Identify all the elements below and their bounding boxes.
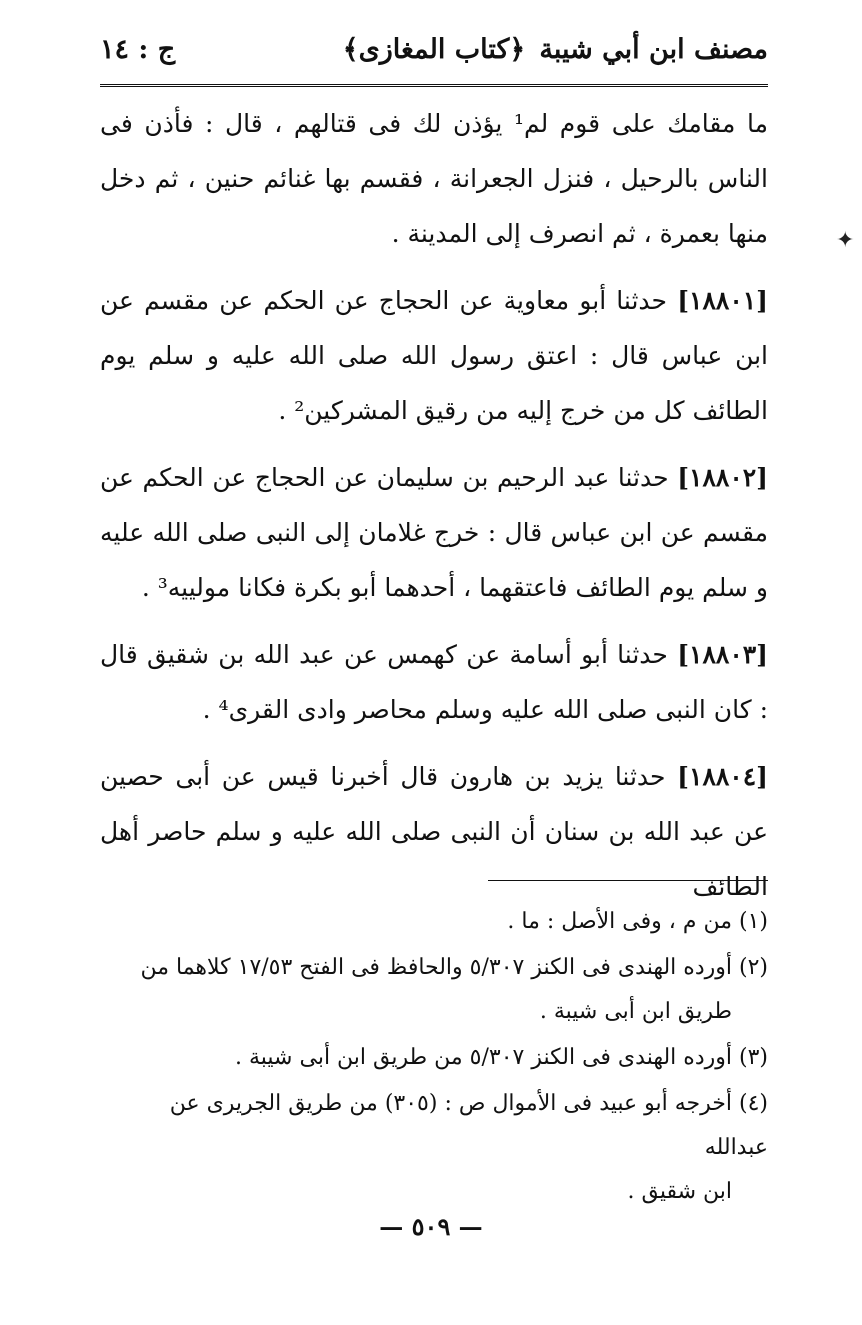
footnote-marker: (٢) <box>738 955 768 980</box>
footnote-marker: (١) <box>738 909 768 934</box>
footnote-divider <box>488 880 768 881</box>
footnote-continuation: ابن شقيق . <box>627 1179 732 1204</box>
hadith-paragraph <box>100 450 768 615</box>
continuation-paragraph: ما مقامك على قوم لم¹ يؤذن لك فى قتالهم ، قال : فأذن فى الناس بالرحيل ، فنزل الجعرانة ، فقسم بها غنائم حنين ، ثم دخل منها بعمرة ، ثم انصرف إلى المدينة . <box>100 109 769 248</box>
hadith-number: [١٨٨٠١] <box>677 286 769 315</box>
footnote <box>100 1082 768 1214</box>
footnote <box>100 946 768 1034</box>
footnote <box>100 1036 768 1080</box>
footnote-text: أخرجه أبو عبيد فى الأموال ص : (٣٠٥) من طريق الجريرى عن عبدالله <box>169 1091 768 1160</box>
chapter-title: ﴿كتاب المغازى﴾ <box>342 34 526 65</box>
hadith-text: حدثنا عبد الرحيم بن سليمان عن الحجاج عن الحكم عن مقسم عن ابن عباس قال : خرج غلامان إلى النبى صلى الله عليه و سلم يوم الطائف فاعتقهما ، أحدهما أبو بكرة فكانا مولييه³ . <box>100 463 768 602</box>
main-text <box>100 96 768 926</box>
page-number: — ٥٠٩ — <box>379 1212 483 1241</box>
footnote <box>100 900 768 944</box>
hadith-text: حدثنا أبو معاوية عن الحجاج عن الحكم عن مقسم عن ابن عباس قال : اعتق رسول الله صلى الله عليه و سلم يوم الطائف كل من خرج إليه من رقيق المشركين² . <box>100 286 768 425</box>
header-divider <box>100 84 768 87</box>
hadith-paragraph <box>100 749 768 914</box>
footnote-text: أورده الهندى فى الكنز ٥/٣٠٧ والحافظ فى الفتح ١٧/٥٣ كلاهما من <box>140 955 732 980</box>
hadith-paragraph <box>100 627 768 737</box>
hadith-number: [١٨٨٠٣] <box>677 640 769 669</box>
footnote-marker: (٣) <box>738 1045 768 1070</box>
running-header <box>100 28 768 78</box>
footnote-text: من م ، وفى الأصل : ما . <box>507 909 732 934</box>
hadith-number: [١٨٨٠٢] <box>677 463 769 492</box>
book-title: مصنف ابن أبي شيبة <box>539 34 768 65</box>
volume-number: ج : ١٤ <box>100 34 176 65</box>
hadith-text: حدثنا يزيد بن هارون قال أخبرنا قيس عن أبى حصين عن عبد الله بن سنان أن النبى صلى الله عليه و سلم حاصر أهل الطائف <box>100 762 768 901</box>
hadith-text: حدثنا أبو أسامة عن كهمس عن عبد الله بن شقيق قال : كان النبى صلى الله عليه وسلم محاصر وادى القرى⁴ . <box>100 640 768 724</box>
footnote-text: أورده الهندى فى الكنز ٥/٣٠٧ من طريق ابن أبى شيبة . <box>235 1045 732 1070</box>
footnotes <box>100 900 768 1216</box>
footnote-continuation: طريق ابن أبى شيبة . <box>539 999 732 1024</box>
margin-crosshair-mark: ✦ <box>836 228 855 253</box>
hadith-number: [١٨٨٠٤] <box>677 762 768 791</box>
hadith-paragraph <box>100 273 768 438</box>
footnote-marker: (٤) <box>738 1091 768 1116</box>
